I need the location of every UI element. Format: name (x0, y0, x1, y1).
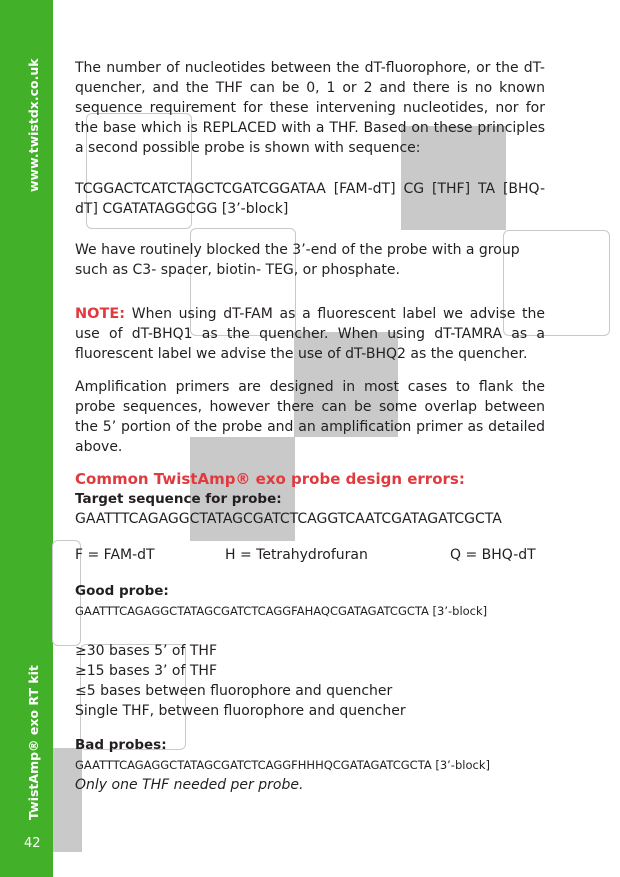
legend (75, 545, 545, 565)
rule-item: Single THF, between fluorophore and quencher (75, 703, 406, 719)
note-paragraph (75, 304, 545, 364)
bad-probes-label: Bad probes: (75, 737, 167, 753)
target-label: Target sequence for probe: (75, 491, 282, 507)
legend-fam: F = FAM-dT (75, 547, 155, 563)
rule-item: ≥15 bases 3’ of THF (75, 663, 217, 679)
page-number: 42 (24, 836, 41, 851)
target-sequence: GAATTTCAGAGGCTATAGCGATCTCAGGTCAATCGATAGATCGCTA (75, 511, 502, 527)
paragraph-blocking: We have routinely blocked the 3’-end of the probe with a group such as C3- spacer, biotin- TEG, or phosphate. (75, 242, 520, 278)
good-probe-sequence: GAATTTCAGAGGCTATAGCGATCTCAGGFAHAQCGATAGATCGCTA [3’-block] (75, 604, 488, 618)
rule-item: ≤5 bases between fluorophore and quencher (75, 683, 393, 699)
sidebar-url: www.twistdx.co.uk (26, 58, 41, 192)
rule-item: ≥30 bases 5’ of THF (75, 643, 217, 659)
note-text: When using dT-FAM as a fluorescent label we advise the use of dT-BHQ1 as the quencher. When using dT-TAMRA as a fluorescent label we advise the use of dT-BHQ2 as the quencher. (75, 306, 545, 362)
page-content (75, 58, 545, 795)
note-label: NOTE: (75, 306, 126, 322)
legend-thf: H = Tetrahydrofuran (225, 547, 368, 563)
good-probe-label: Good probe: (75, 583, 169, 599)
bad-probe-note: Only one THF needed per probe. (75, 777, 304, 793)
sidebar (0, 0, 53, 877)
paragraph-nucleotides: The number of nucleotides between the dT-fluorophore, or the dT-quencher, and the THF can be 0, 1 or 2 and there is no known sequence requirement for these intervening nucleotides, nor for the base which is REPLACED with a THF. Based on these principles a second possible probe is shown with sequence: (75, 60, 545, 156)
bad-probe-sequence: GAATTTCAGAGGCTATAGCGATCTCAGGFHHHQCGATAGATCGCTA [3’-block] (75, 758, 490, 772)
legend-bhq: Q = BHQ-dT (450, 547, 536, 563)
paragraph-primers: Amplification primers are designed in most cases to flank the probe sequences, however there can be some overlap between the 5’ portion of the probe and an amplification primer as detailed above. (75, 379, 545, 455)
sidebar-product-name: TwistAmp® exo RT kit (26, 665, 41, 820)
probe-sequence-2: TCGGACTCATCTAGCTCGATCGGATAA [FAM-dT] CG [THF] TA [BHQ-dT] CGATATAGGCGG [3’-block] (75, 181, 545, 217)
section-title: Common TwistAmp® exo probe design errors: (75, 470, 465, 488)
